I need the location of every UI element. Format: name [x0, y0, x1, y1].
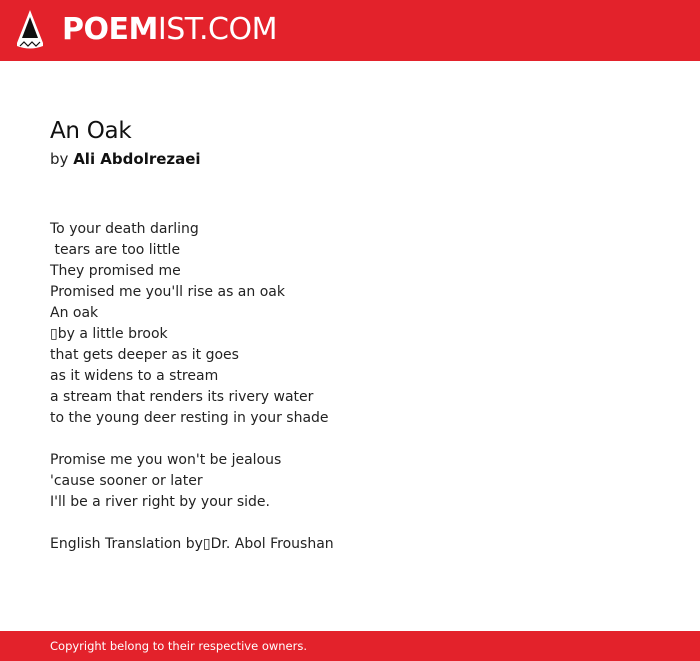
poem-line: An oak [50, 305, 99, 321]
byline [50, 149, 201, 169]
poem-line: I'll be a river right by your side. [50, 494, 270, 510]
poem-line: They promised me [50, 263, 181, 279]
stanza-break [50, 513, 650, 534]
author-name[interactable]: Ali Abdolrezaei [73, 150, 201, 168]
stanza-break [50, 429, 650, 450]
poem-line: that gets deeper as it goes [50, 347, 239, 363]
copyright-text: Copyright belong to their respective owners. [50, 639, 308, 653]
poem-line: a stream that renders its rivery water [50, 389, 314, 405]
logo-text-bold: POEM [62, 12, 158, 47]
site-logo[interactable] [62, 13, 277, 47]
poem-line: English Translation by▯Dr. Abol Froushan [50, 536, 334, 552]
poem-line: 'cause sooner or later [50, 473, 203, 489]
pencil-icon[interactable] [17, 10, 43, 51]
poem-line: to the young deer resting in your shade [50, 410, 329, 426]
poem-line: tears are too little [50, 242, 181, 258]
poem-line: ▯by a little brook [50, 326, 168, 342]
site-header [0, 0, 700, 61]
poem-line: To your death darling [50, 221, 199, 237]
poem-line: Promise me you won't be jealous [50, 452, 282, 468]
poem-line: as it widens to a stream [50, 368, 219, 384]
poem-line: Promised me you'll rise as an oak [50, 284, 285, 300]
by-label: by [50, 150, 69, 168]
logo-text-light: IST.COM [157, 12, 277, 47]
poem-title: An Oak [50, 118, 132, 144]
site-footer [0, 631, 700, 661]
poem-body [50, 219, 650, 555]
